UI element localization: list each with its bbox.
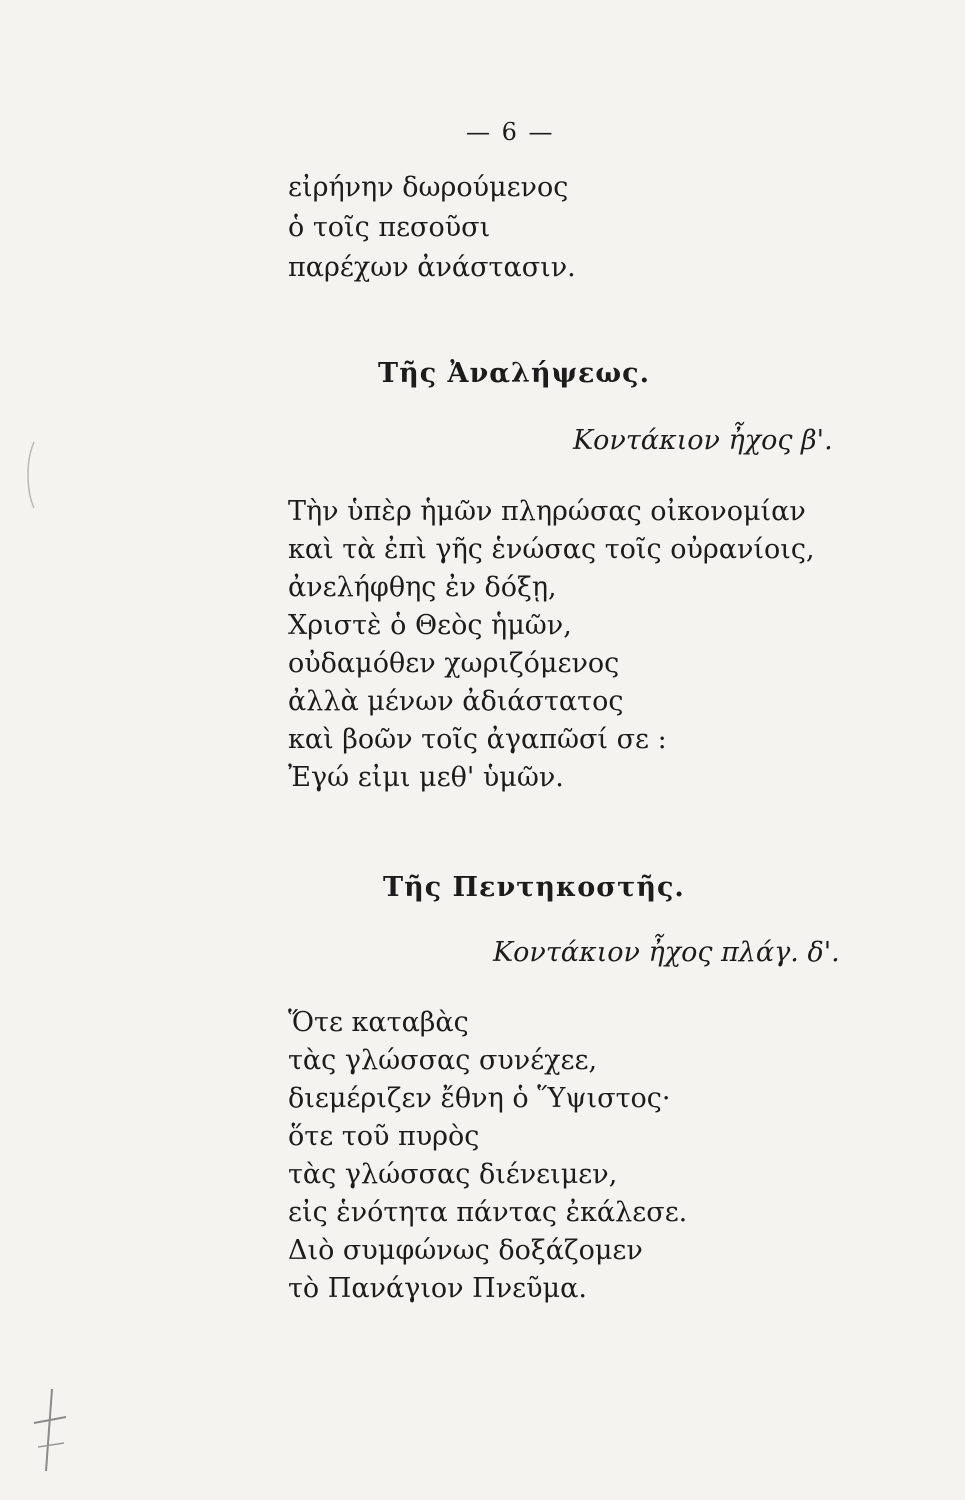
- section2-line-5: τὰς γλώσσας διένειμεν,: [288, 1159, 618, 1190]
- section1-line-6: ἀλλὰ μένων ἀδιάστατος: [288, 686, 624, 717]
- section2-heading: Τῆς Πεντηκοστῆς.: [383, 872, 685, 903]
- section2-line-3: διεμέριζεν ἔθνη ὁ Ὕψιστος·: [288, 1083, 671, 1114]
- section1-line-5: οὐδαμόθεν χωριζόμενος: [288, 648, 620, 679]
- page-number: — 6 —: [466, 118, 555, 146]
- section1-kontakion: Κοντάκιον ἦχος β'.: [573, 425, 833, 456]
- section2-line-6: εἰς ἑνότητα πάντας ἐκάλεσε.: [288, 1197, 688, 1228]
- section1-line-1: Τὴν ὑπὲρ ἡμῶν πληρώσας οἰκονομίαν: [288, 496, 806, 527]
- intro-line-1: εἰρήνην δωρούμενος: [288, 172, 569, 203]
- section1-line-4: Χριστὲ ὁ Θεὸς ἡμῶν,: [288, 610, 572, 641]
- section2-line-8: τὸ Πανάγιον Πνεῦμα.: [288, 1273, 587, 1304]
- intro-line-2: ὁ τοῖς πεσοῦσι: [288, 212, 491, 243]
- section2-line-1: Ὅτε καταβὰς: [288, 1007, 469, 1038]
- section1-heading: Τῆς Ἀναλήψεως.: [378, 358, 650, 389]
- section1-line-8: Ἐγώ εἰμι μεθ' ὑμῶν.: [288, 762, 564, 793]
- section1-line-3: ἀνελήφθης ἐν δόξῃ,: [288, 572, 557, 603]
- section2-line-4: ὅτε τοῦ πυρὸς: [288, 1121, 480, 1152]
- section2-line-7: Διὸ συμφώνως δοξάζομεν: [288, 1235, 643, 1266]
- section1-line-2: καὶ τὰ ἐπὶ γῆς ἑνώσας τοῖς οὐρανίοις,: [288, 534, 815, 565]
- margin-bracket-mark: [22, 440, 36, 510]
- pencil-margin-mark: [30, 1385, 70, 1475]
- intro-line-3: παρέχων ἀνάστασιν.: [288, 252, 576, 283]
- section2-line-2: τὰς γλώσσας συνέχεε,: [288, 1045, 598, 1076]
- section1-line-7: καὶ βοῶν τοῖς ἀγαπῶσί σε :: [288, 724, 667, 755]
- section2-kontakion: Κοντάκιον ἦχος πλάγ. δ'.: [493, 937, 840, 968]
